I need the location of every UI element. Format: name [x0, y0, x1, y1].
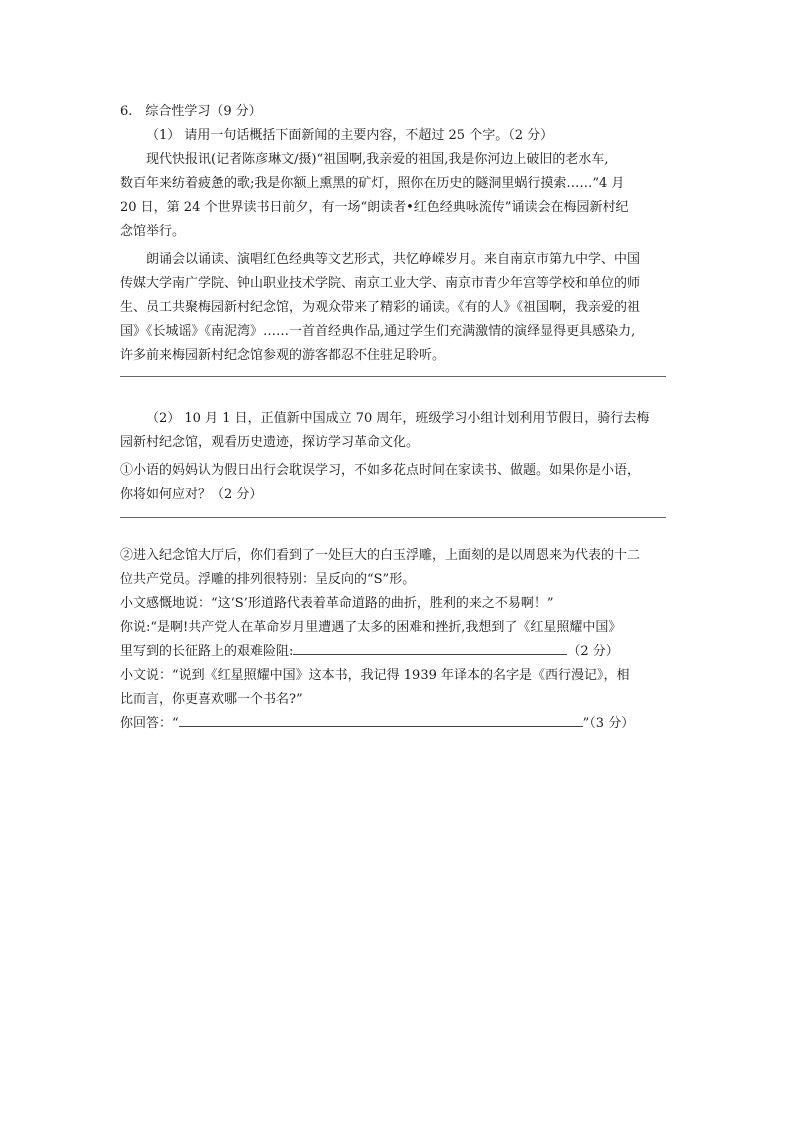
you-reply-prefix: 里写到的长征路上的艰难险阻:: [120, 644, 294, 659]
part2-q2-line: 位共产党员。浮雕的排列很特别：呈反向的“S”形。: [120, 572, 416, 587]
news-line: 现代快报讯(记者陈彦琳文/摄)“祖国啊,我亲爱的祖国,我是你河边上破旧的老水车,: [146, 152, 609, 167]
you-reply-score: （2 分）: [567, 644, 619, 659]
xiaowen-question-line1: 小文说：“说到《红星照耀中国》这本书，我记得 1939 年译本的名字是《西行漫记》，相: [120, 668, 630, 683]
xiaowen-remark: 小文感慨地说：“这‘S’形道路代表着革命道路的曲折，胜利的来之不易啊！”: [120, 596, 554, 611]
your-answer-line: [120, 712, 680, 736]
answer-suffix: ”（3 分）: [582, 716, 635, 731]
news-line: 20 日，第 24 个世界读书日前夕，有一场“朗读者•红色经典咏流传”诵读会在梅园新村纪: [120, 200, 629, 215]
part2-q2-line: ②进入纪念馆大厅后，你们看到了一处巨大的白玉浮雕，上面刻的是以周恩来为代表的十二: [120, 548, 641, 563]
you-reply-line1: 你说:“是啊!共产党人在革命岁月里遭遇了太多的困难和挫折,我想到了《红星照耀中国》: [120, 620, 622, 635]
answer-blank-book-title[interactable]: [179, 712, 583, 727]
news-line: 传媒大学南广学院、钟山职业技术学院、南京工业大学、南京市青少年宫等学校和单位的师: [120, 276, 641, 291]
news-line: 生、员工共聚梅园新村纪念馆，为观众带来了精彩的诵读。《有的人》《祖国啊，我亲爱的祖: [120, 300, 641, 315]
news-line: 许多前来梅园新村纪念馆参观的游客都忍不住驻足聆听。: [120, 348, 446, 363]
answer-prefix: 你回答：“: [120, 716, 179, 731]
xiaowen-question-line2: 比而言，你更喜欢哪一个书名?”: [120, 692, 303, 707]
part2-q1-line: ①小语的妈妈认为假日出行会耽误学习，不如多花点时间在家读书、做题。如果你是小语，: [120, 463, 641, 478]
news-line: 国》《长城谣》《南泥湾》……一首首经典作品,通过学生们充满激情的演绎显得更具感染力,: [120, 324, 636, 339]
part2-intro-line: 园新村纪念馆，观看历史遗迹，探访学习革命文化。: [120, 435, 420, 450]
question-title: 6. 综合性学习（9 分）: [120, 104, 262, 119]
news-line: 念馆举行。: [120, 224, 186, 239]
news-article: [120, 148, 680, 368]
news-line: 朗诵会以诵读、演唱红色经典等文艺形式，共忆峥嵘岁月。来自南京市第九中学、中国: [146, 252, 641, 267]
part2-q1-line: 你将如何应对？（2 分）: [120, 487, 263, 502]
worksheet-page: [120, 100, 680, 736]
part2-intro-line: （2） 10 月 1 日，正值新中国成立 70 周年，班级学习小组计划利用节假日，骑行去梅: [146, 411, 650, 426]
news-line: 数百年来纺着疲惫的歌;我是你额上熏黑的矿灯，照你在历史的隧洞里蜗行摸索……”4 月: [120, 176, 625, 191]
part1-prompt: （1） 请用一句话概括下面新闻的主要内容，不超过 25 个字。（2 分）: [146, 128, 554, 143]
answer-blank-hardships[interactable]: [293, 640, 567, 655]
you-reply-line2: [120, 640, 680, 664]
